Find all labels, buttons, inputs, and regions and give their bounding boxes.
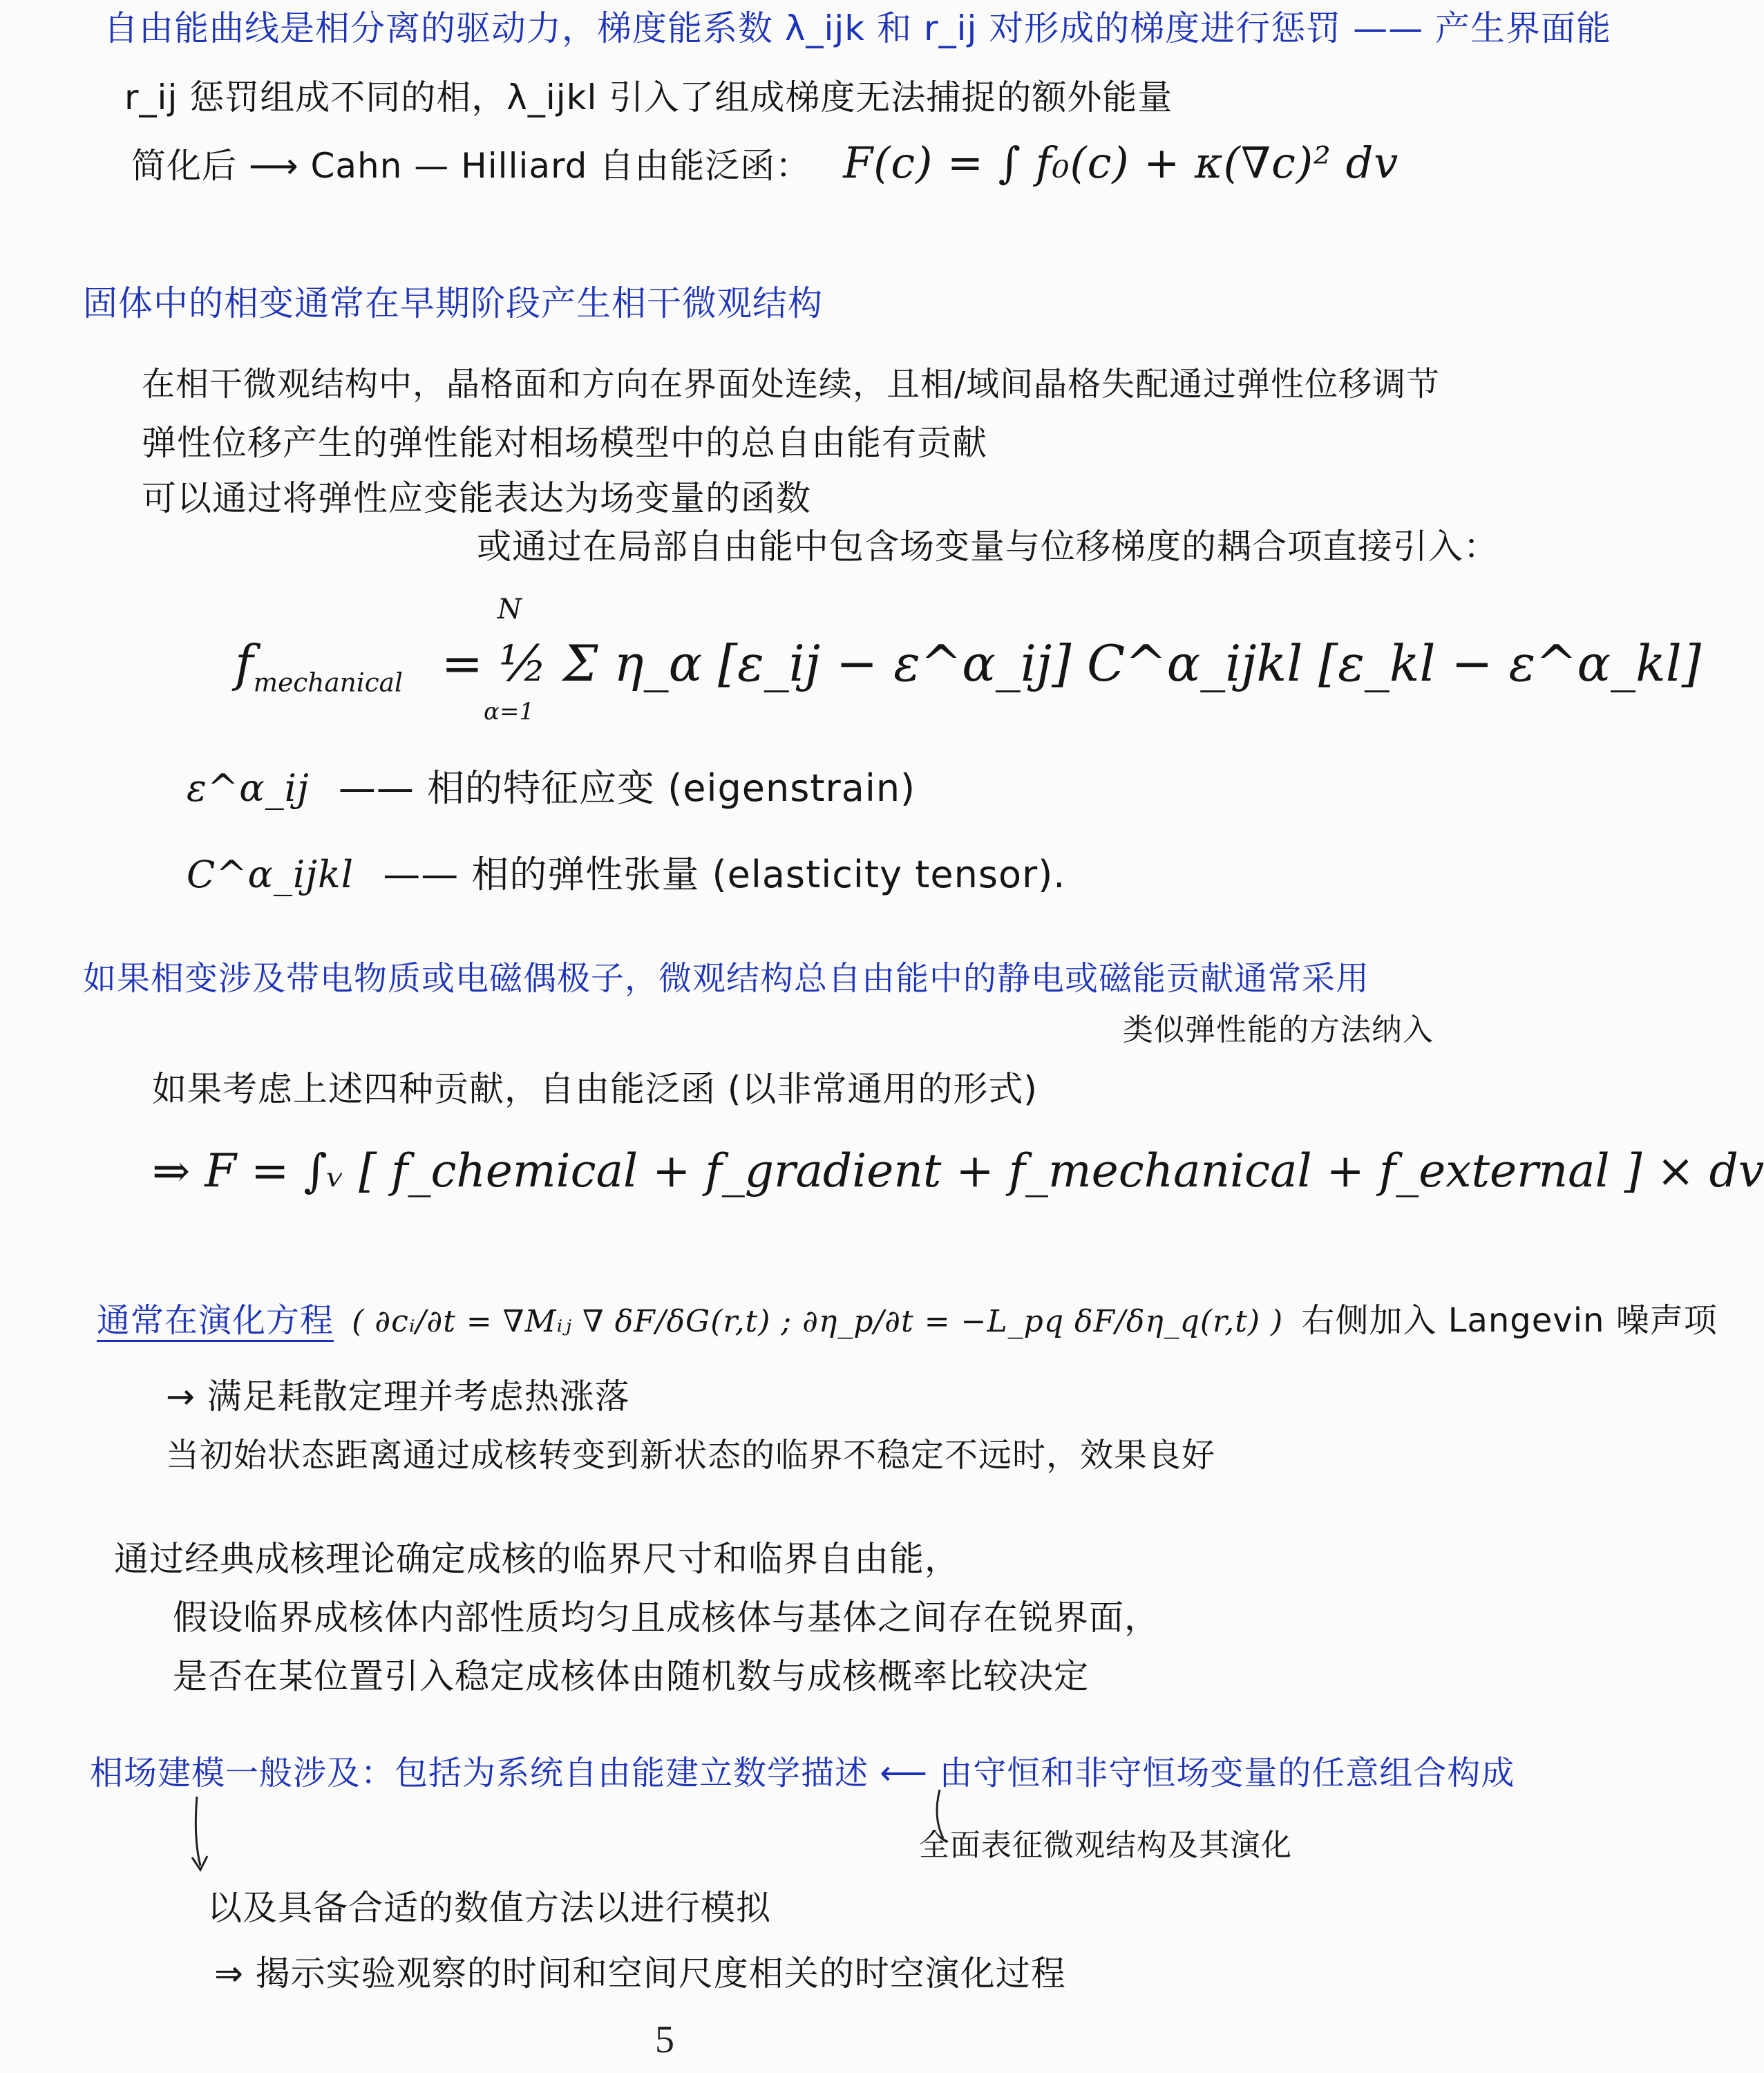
eq-lhs-sub: mechanical [253,667,403,698]
section-3-line-2: 类似弹性能的方法纳入 [1123,1012,1434,1048]
cahn-hilliard-equation: F(c) = ∫ f₀(c) + κ(∇c)² dv [843,138,1399,188]
page-number: 5 [655,2018,674,2061]
note-line-1: 自由能曲线是相分离的驱动力，梯度能系数 λ_ijk 和 r_ij 对形成的梯度进行惩罚 —— 产生界面能 [104,8,1612,48]
note-line-2: r_ij 惩罚组成不同的相，λ_ijkl 引入了组成梯度无法捕捉的额外能量 [124,77,1173,117]
section-6-line-1: 通过经典成核理论确定成核的临界尺寸和临界自由能， [114,1539,960,1579]
eq-body: = ½ Σ η_α [ε_ij − ε^α_ij] C^α_ijkl [ε_kl − ε^α_kl] [441,634,1701,692]
curve-arrow-icon [937,1790,943,1838]
eigenstrain-symbol: ε^α_ij [187,766,310,810]
section-4-line-1: 如果考虑上述四种贡献，自由能泛函 (以非常通用的形式) [152,1069,1038,1109]
section-2-line-4: 或通过在局部自由能中包含场变量与位移梯度的耦合项直接引入： [477,527,1499,567]
section-5-line-3: 当初始状态距离通过成核转变到新状态的临界不稳定不远时，效果良好 [166,1436,1216,1475]
section-6-line-3: 是否在某位置引入稳定成核体由随机数与成核概率比较决定 [173,1656,1089,1696]
elasticity-text: —— 相的弹性张量 (elasticity tensor). [383,853,1066,896]
section-2-line-3: 可以通过将弹性应变能表达为场变量的函数 [142,478,811,518]
down-arrow-icon [196,1797,200,1866]
note-line-3-prefix: 简化后 ⟶ Cahn — Hilliard 自由能泛函： [131,146,811,186]
sum-lower-limit: α=1 [484,698,535,726]
section-2-line-2: 弹性位移产生的弹性能对相场模型中的总自由能有贡献 [142,423,987,463]
eq-lhs: f [235,634,254,692]
section-7-line-1: 相场建模一般涉及：包括为系统自由能建立数学描述 ⟵ 由守恒和非守恒场变量的任意组合构成 [90,1754,1515,1792]
eigenstrain-text: —— 相的特征应变 (eigenstrain) [338,766,916,810]
sum-upper-limit: N [497,594,522,625]
section-5-prefix: 通常在演化方程 [97,1301,334,1342]
section-7-line-3: 以及具备合适的数值方法以进行模拟 [207,1888,771,1928]
section-3-line-1: 如果相变涉及带电物质或电磁偶极子，微观结构总自由能中的静电或磁能贡献通常采用 [83,959,1370,998]
evolution-equations: ( ∂cᵢ/∂t = ∇Mᵢⱼ ∇ δF/δG(r,t) ; ∂η_p/∂t = −L_pq δF/δη_q(r,t) ) [352,1304,1284,1339]
section-5-line-2: → 满足耗散定理并考虑热涨落 [166,1376,630,1417]
elasticity-symbol: C^α_ijkl [187,853,354,896]
section-6-line-2: 假设临界成核体内部性质均匀且成核体与基体之间存在锐界面， [173,1598,1159,1638]
section-7-line-4: ⇒ 揭示实验观察的时间和空间尺度相关的时空演化过程 [214,1953,1066,1994]
section-2-title-text: 固体中的相变通常在早期阶段产生相干微观结构 [83,283,823,323]
section-7-line-2: 全面表征微观结构及其演化 [919,1828,1292,1863]
total-free-energy-equation: ⇒ F = ∫ᵥ [ f_chemical + f_gradient + f_mechanical + f_external ] × dv [152,1144,1764,1198]
section-2-line-1: 在相干微观结构中，晶格面和方向在界面处连续，且相/域间晶格失配通过弹性位移调节 [142,365,1441,404]
section-5-suffix: 右侧加入 Langevin 噪声项 [1301,1301,1718,1340]
